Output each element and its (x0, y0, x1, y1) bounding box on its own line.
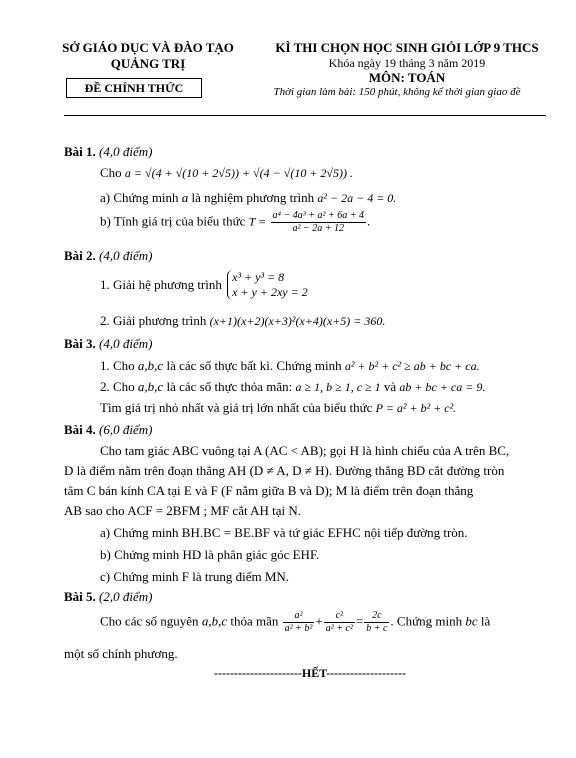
problem-2-part-1: 1. Giải hệ phương trình x³ + y³ = 8 x + y + 2xy = 2 (100, 270, 308, 299)
duration: Thời gian làm bài: 150 phút, không kể thời gian giao đề (273, 86, 521, 98)
problem-1-part-b: b) Tính giá trị của biểu thức T = $\frac{\text{a⁴ − 4a³ + a² + 6a + 4}}{\text{a² − 2a + 12}}$ . (100, 210, 371, 234)
problem-4-heading: Bài 4. (6,0 điểm) (64, 422, 153, 437)
dept-line-1: SỞ GIÁO DỤC VÀ ĐÀO TẠO (62, 40, 234, 55)
problem-5-fraction-3: $\frac{2c}{b + c}$ (366, 610, 388, 634)
problem-1-expression-a: a = √(4 + √(10 + 2√5)) + √(4 − √(10 + 2√5)) . (124, 166, 353, 180)
problem-5-text-line-2: một số chính phương. (64, 646, 178, 661)
problem-1-fraction-t: $\frac{\text{a⁴ − 4a³ + a² + 6a + 4}}{\text{a² − 2a + 12}}$ (272, 210, 364, 234)
problem-4-part-a: a) Chứng minh BH.BC = BE.BF và tứ giác EFHC nội tiếp đường tròn. (100, 525, 468, 540)
problem-2-heading: Bài 2. (4,0 điểm) (64, 248, 153, 263)
problem-4-text-line-2: D là điểm nằm trên đoạn thẳng AH (D ≠ A, D ≠ H). Đường thẳng BD cắt đường tròn (64, 463, 505, 478)
problem-3-heading: Bài 3. (4,0 điểm) (64, 336, 153, 351)
problem-4-text-line-3: tâm C bán kính CA tại E và F (F nằm giữa B và D); M là điểm trên đoạn thẳng (64, 483, 474, 498)
dept-line-2: QUẢNG TRỊ (110, 56, 186, 71)
problem-4-text-line-4: AB sao cho ACF = 2BFM ; MF cắt AH tại N. (64, 503, 302, 518)
problem-4-part-b: b) Chứng minh HD là phân giác góc EHF. (100, 547, 320, 562)
problem-3-part-2-question: Tìm giá trị nhỏ nhất và giá trị lớn nhất của biểu thức P = a² + b² + c². (100, 400, 457, 415)
problem-4-text-line-1: Cho tam giác ABC vuông tại A (AC < AB); gọi H là hình chiếu của A trên BC, (100, 443, 510, 458)
problem-1-part-a: a) Chứng minh a là nghiệm phương trình a² − 2a − 4 = 0. (100, 190, 397, 205)
problem-3-part-1: 1. Cho a,b,c là các số thực bất kì. Chứng minh a² + b² + c² ≥ ab + bc + ca. (100, 358, 480, 373)
exam-title: KÌ THI CHỌN HỌC SINH GIỎI LỚP 9 THCS (275, 40, 539, 55)
header-divider (64, 115, 546, 116)
problem-1-given: Cho a = √(4 + √(10 + 2√5)) + √(4 − √(10 + 2√5)) . (100, 165, 353, 180)
problem-3-part-2: 2. Cho a,b,c là các số thực thỏa mãn: a ≥ 1, b ≥ 1, c ≥ 1 và ab + bc + ca = 9. (100, 379, 486, 394)
exam-date: Khóa ngày 19 tháng 3 năm 2019 (328, 56, 486, 70)
problem-2-part-2: 2. Giải phương trình (x+1)(x+2)(x+3)²(x+4)(x+5) = 360. (100, 313, 386, 328)
problem-1-heading: Bài 1. (4,0 điểm) (64, 144, 153, 159)
problem-5-fraction-1: $\frac{\text{a²}}{\text{a² + b²}}$ (284, 610, 313, 634)
problem-5-fraction-2: $\frac{\text{c²}}{\text{a² + c²}}$ (325, 610, 353, 634)
problem-2-system: x³ + y³ = 8 x + y + 2xy = 2 (227, 270, 308, 300)
official-label: ĐỀ CHÍNH THỨC (66, 78, 202, 98)
problem-4-part-c: c) Chứng minh F là trung điểm MN. (100, 569, 290, 584)
problem-5-heading: Bài 5. (2,0 điểm) (64, 589, 153, 604)
subject: MÔN: TOÁN (368, 70, 446, 85)
problem-5-text-line-1: Cho các số nguyên a,b,c thỏa mãn $\frac{\text{a²}}{\text{a² + b²}}$ + $\frac{\text{c²}}{\text{a² + c²}}$ = $\frac{2c}{b + c}$ . Chứng minh bc là (100, 610, 491, 634)
end-mark: ----------------------HẾT-------------------- (213, 666, 407, 680)
